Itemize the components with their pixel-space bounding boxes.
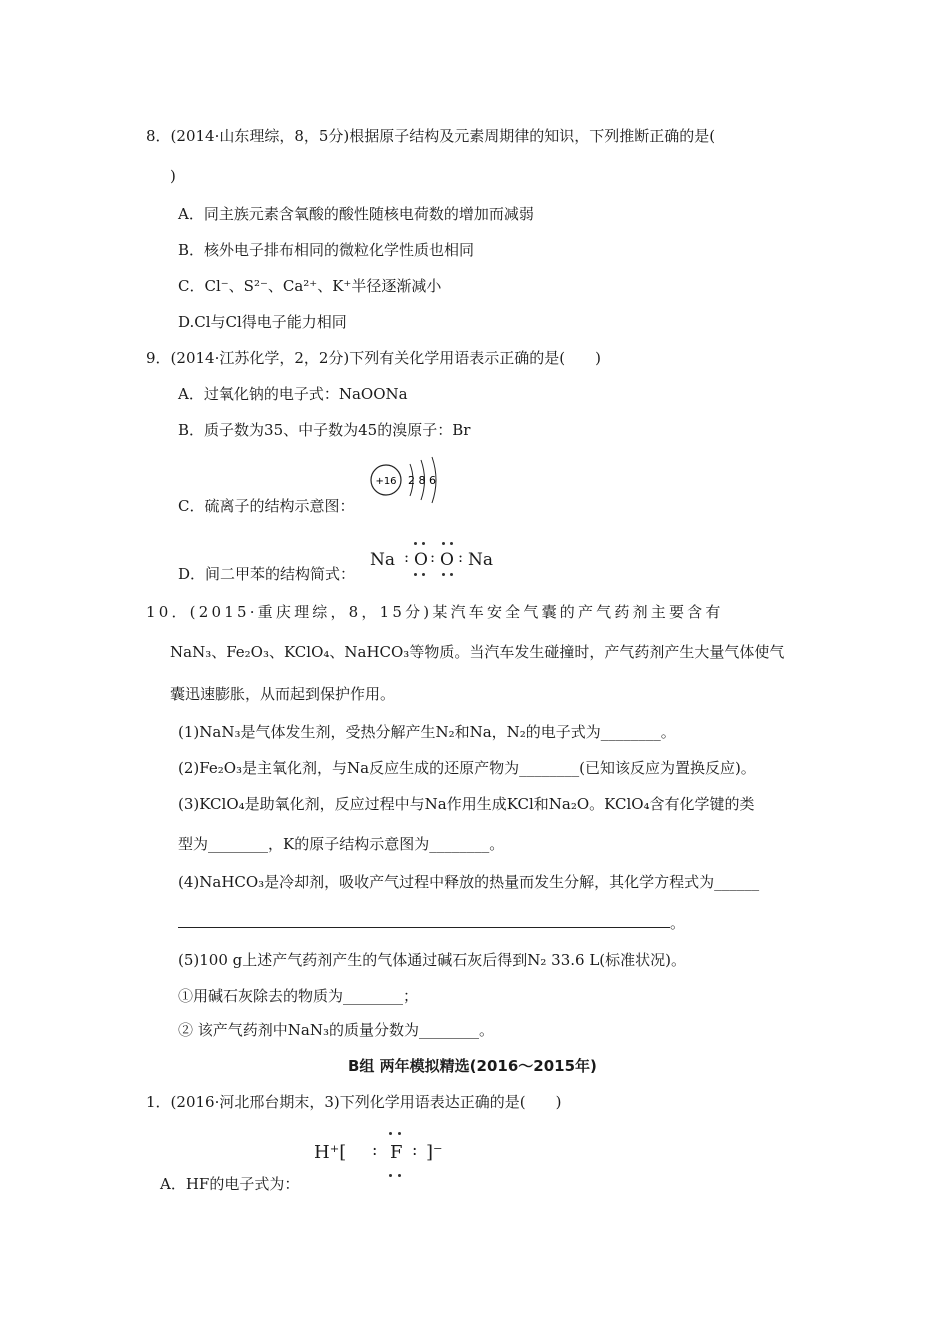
answer-blank	[178, 912, 670, 928]
electron-shells: 2 8 6	[408, 474, 436, 487]
sulfide-ion-structure-diagram	[366, 454, 448, 506]
oxygen-2: O	[440, 550, 454, 570]
q10-stem-line1: 10．(2015·重庆理综，8，15分)某汽车安全气囊的产气药剂主要含有	[146, 603, 724, 621]
q9-stem: 9．(2014·江苏化学，2，2分)下列有关化学用语表示正确的是( )	[146, 349, 601, 367]
oxygen-1: O	[414, 550, 428, 570]
na-left: Na	[370, 550, 396, 570]
q9-option-a: A．过氧化钠的电子式：NaOONa	[178, 385, 408, 403]
q10-part4-line2: 。	[178, 912, 685, 933]
q10-part5: (5)100 g上述产气药剂产生的气体通过碱石灰后得到N₂ 33.6 L(标准状况)。	[178, 951, 686, 969]
q10-part3-line2: 型为________，K的原子结构示意图为________。	[178, 835, 505, 853]
q8-option-b: B．核外电子排布相同的微粒化学性质也相同	[178, 241, 475, 259]
colon-mid: :	[430, 548, 436, 566]
hf-fluorine: F	[390, 1142, 403, 1163]
q10-part4-line1: (4)NaHCO₃是冷却剂，吸收产气过程中释放的热量而发生分解，其化学方程式为______	[178, 873, 760, 891]
q8-stem: 8．(2014·山东理综，8，5分)根据原子结构及元素周期律的知识，下列推断正确的是(	[146, 127, 716, 145]
hf-h-bracket: H⁺[	[314, 1142, 347, 1163]
q8-stem-close: )	[170, 167, 176, 185]
q10-part3-line1: (3)KClO₄是助氧化剂，反应过程中与Na作用生成KCl和Na₂O。KClO₄含有化学键的类	[178, 795, 755, 813]
sodium-peroxide-electron-formula	[370, 540, 510, 580]
q8-option-c: C．Cl⁻、S²⁻、Ca²⁺、K⁺半径逐渐减小	[178, 277, 442, 295]
q10-part5-sub1: ①用碱石灰除去的物质为________；	[178, 987, 419, 1005]
q10-part2: (2)Fe₂O₃是主氧化剂，与Na反应生成的还原产物为________(已知该反应为置换反应)。	[178, 759, 756, 777]
nucleus-charge: +16	[375, 476, 397, 487]
colon-right: :	[458, 548, 464, 566]
hf-close-bracket: ]⁻	[426, 1142, 443, 1163]
section-b-title: B组 两年模拟精选(2016～2015年)	[348, 1057, 597, 1075]
na-right: Na	[468, 550, 494, 570]
b1-option-a: A．HF的电子式为：	[160, 1175, 300, 1193]
q9-option-d: D．间二甲苯的结构简式：	[178, 565, 356, 583]
q9-option-b: B．质子数为35、中子数为45的溴原子：Br	[178, 421, 471, 439]
colon-left: :	[404, 548, 410, 566]
q10-part1: (1)NaN₃是气体发生剂，受热分解产生N₂和Na，N₂的电子式为________。	[178, 723, 676, 741]
q8-option-d: D.Cl与Cl得电子能力相同	[178, 313, 347, 331]
q10-stem-line3: 囊迅速膨胀，从而起到保护作用。	[170, 685, 396, 703]
q10-stem-line2: NaN₃、Fe₂O₃、KClO₄、NaHCO₃等物质。当汽车发生碰撞时，产气药剂产生大量气体使气	[170, 643, 785, 661]
b1-stem: 1．(2016·河北邢台期末，3)下列化学用语表达正确的是( )	[146, 1093, 562, 1111]
hf-electron-formula: H⁺[ : F : ]⁻	[314, 1128, 454, 1180]
q8-option-a: A．同主族元素含氧酸的酸性随核电荷数的增加而减弱	[178, 205, 534, 223]
q9-option-c: C．硫离子的结构示意图：	[178, 497, 355, 515]
q10-part5-sub2: ② 该产气药剂中NaN₃的质量分数为________。	[178, 1021, 494, 1039]
